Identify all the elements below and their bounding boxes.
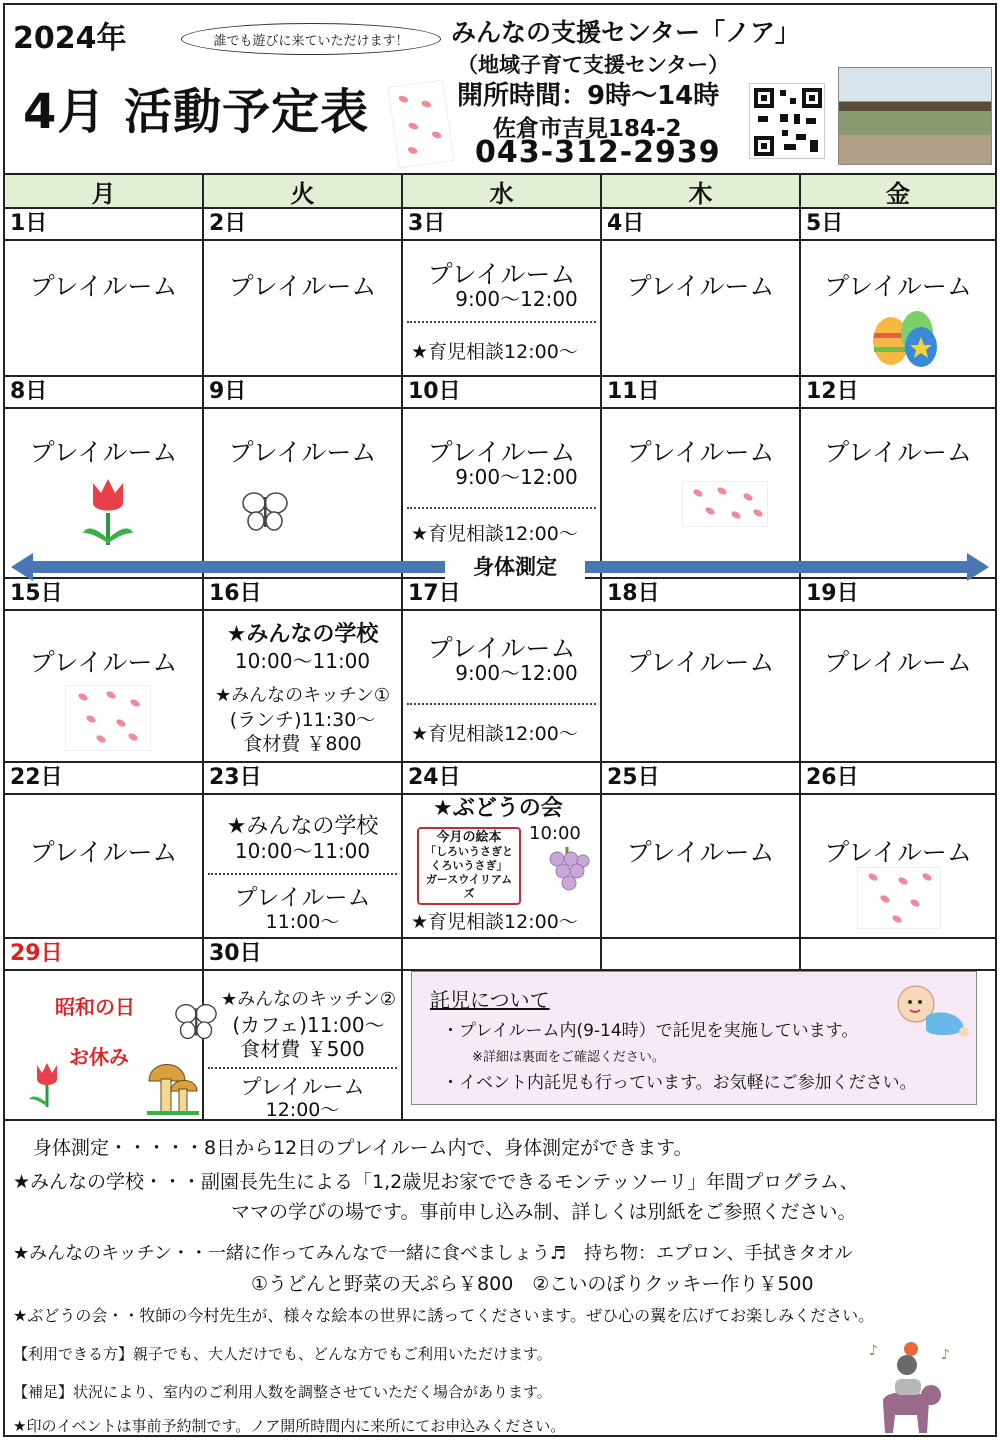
weekday-wed: 水 — [403, 175, 602, 209]
takuji-line-1: ・プレイルーム内(9-14時）で託児を実施しています。 — [442, 1021, 859, 1041]
divider — [407, 507, 596, 509]
book-author-2: ズ — [463, 887, 475, 900]
playroom-time: 9:00〜12:00 — [455, 661, 578, 685]
petals-icon — [682, 481, 768, 527]
playroom: プレイルーム — [240, 1075, 365, 1099]
school-time: 10:00〜11:00 — [234, 839, 371, 863]
cell-19 — [801, 611, 995, 763]
book-icon — [417, 827, 521, 905]
measurement-label: 身体測定 — [445, 551, 585, 581]
kitchen1-fee: 食材費 ￥800 — [243, 733, 362, 755]
playroom: プレイルーム — [427, 634, 576, 663]
kitchen2-fee: 食材費 ￥500 — [240, 1037, 365, 1061]
date-9: 9日 — [204, 377, 403, 409]
date-5: 5日 — [801, 209, 995, 241]
playroom-time: 9:00〜12:00 — [455, 465, 578, 489]
date-empty — [801, 939, 995, 971]
cell-8 — [5, 409, 204, 579]
note-kitchen-1: ★みんなのキッチン・・一緒に作ってみんなで一緒に食べましょう♬ 持ち物：エプロン、手拭きタオル — [13, 1243, 853, 1264]
date-24: 24日 — [403, 763, 602, 795]
cell-12 — [801, 409, 995, 579]
qr-code-icon — [749, 83, 825, 159]
playroom: プレイルーム — [29, 648, 178, 677]
playroom: プレイルーム — [29, 438, 178, 467]
cell-9 — [204, 409, 403, 579]
playroom: プレイルーム — [29, 272, 178, 301]
weekday-tue: 火 — [204, 175, 403, 209]
building-photo — [838, 67, 992, 165]
date-empty — [403, 939, 602, 971]
cell-18 — [602, 611, 801, 763]
animals-icon — [865, 1335, 955, 1439]
playroom: プレイルーム — [626, 838, 775, 867]
cell-23 — [204, 795, 403, 939]
kitchen1-time: (ランチ)11:30〜 — [229, 709, 376, 731]
kitchen2-time: (カフェ)11:00〜 — [232, 1013, 385, 1037]
mushroom-icon — [145, 1053, 201, 1119]
note-measurement: 身体測定・・・・・8日から12日のプレイルーム内で、身体測定ができます。 — [33, 1137, 693, 1159]
book-title-2: くろいうさぎ」 — [430, 859, 508, 872]
note-budou: ★ぶどうの会・・牧師の今村先生が、様々な絵本の世界に誘ってくださいます。ぜひ心の翼を広げてお楽しみください。 — [13, 1306, 875, 1325]
easter-eggs-icon — [867, 303, 943, 369]
divider — [407, 703, 596, 705]
date-29: 29日 — [5, 939, 204, 971]
book-title-1: 「しろいうさぎと — [425, 845, 513, 858]
cell-2 — [204, 241, 403, 377]
playroom: プレイルーム — [824, 272, 972, 301]
kitchen2-event: ★みんなのキッチン② — [220, 989, 396, 1010]
cell-15 — [5, 611, 204, 763]
org-name: みんなの支援センター「ノア」 — [451, 18, 801, 47]
note-kitchen-2: ①うどんと野菜の天ぷら￥800 ②こいのぼりクッキー作り￥500 — [251, 1273, 814, 1295]
playroom: プレイルーム — [626, 648, 775, 677]
petals-icon — [857, 867, 941, 929]
takuji-box — [411, 971, 977, 1105]
playroom: プレイルーム — [427, 438, 576, 467]
butterfly-icon — [173, 1001, 219, 1043]
date-empty — [602, 939, 801, 971]
cell-16 — [204, 611, 403, 763]
note-reservation: ★印のイベントは事前予約制です。ノア開所時間内に来所にてお申込みください。 — [13, 1417, 566, 1435]
playroom: プレイルーム — [626, 272, 775, 301]
date-11: 11日 — [602, 377, 801, 409]
svg-text:♪: ♪ — [869, 1343, 878, 1359]
petals-icon — [65, 685, 151, 751]
playroom: プレイルーム — [234, 885, 371, 911]
date-3: 3日 — [403, 209, 602, 241]
playroom: プレイルーム — [228, 272, 377, 301]
cell-17 — [403, 611, 602, 763]
divider — [407, 321, 596, 323]
phone: 043-312-2939 — [475, 135, 721, 170]
date-23: 23日 — [204, 763, 403, 795]
ikuji-consult: ★育児相談12:00〜 — [411, 341, 578, 363]
weekday-mon: 月 — [5, 175, 204, 209]
weekday-fri: 金 — [801, 175, 995, 209]
address: 佐倉市吉見184-2 — [493, 116, 682, 142]
school-event: ★みんなの学校 — [226, 814, 379, 839]
date-12: 12日 — [801, 377, 995, 409]
svg-text:♪: ♪ — [941, 1347, 950, 1363]
date-8: 8日 — [5, 377, 204, 409]
book-label: 今月の絵本 — [436, 830, 502, 845]
grapes-icon — [543, 845, 591, 897]
date-17: 17日 — [403, 579, 602, 611]
cell-4 — [602, 241, 801, 377]
playroom-time: 11:00〜 — [265, 911, 340, 933]
ikuji-consult: ★育児相談12:00〜 — [411, 523, 578, 545]
cell-11 — [602, 409, 801, 579]
budou-time: 10:00 — [529, 823, 581, 844]
date-4: 4日 — [602, 209, 801, 241]
note-supplement: 【補足】状況により、室内のご利用人数を調整させていただく場合があります。 — [13, 1383, 552, 1401]
takuji-line-3: ・イベント内託児も行っています。お気軽にご参加ください。 — [442, 1073, 917, 1093]
note-users: 【利用できる方】親子でも、大人だけでも、どんな方でもご利用いただけます。 — [13, 1345, 552, 1363]
note-school-1: ★みんなの学校・・・副園長先生による「1,2歳児お家でできるモンテッソーリ」年間プログラム、 — [13, 1171, 859, 1193]
budou-event: ★ぶどうの会 — [433, 796, 563, 821]
year: 2024年 — [13, 21, 127, 56]
playroom: プレイルーム — [824, 648, 972, 677]
takuji-title: 託児について — [430, 988, 550, 1012]
org-sub: （地域子育て支援センター） — [457, 53, 730, 77]
ikuji-consult: ★育児相談12:00〜 — [411, 723, 578, 745]
date-2: 2日 — [204, 209, 403, 241]
school-event: ★みんなの学校 — [226, 622, 379, 647]
playroom: プレイルーム — [228, 438, 377, 467]
playroom: プレイルーム — [626, 438, 775, 467]
opening-hours: 開所時間：9時〜14時 — [457, 81, 720, 111]
playroom: プレイルーム — [824, 438, 972, 467]
welcome-bubble: 誰でも遊びに来ていただけます！ — [181, 23, 441, 55]
date-18: 18日 — [602, 579, 801, 611]
note-school-2: ママの学びの場です。事前申し込み制、詳しくは別紙をご参照ください。 — [231, 1201, 857, 1223]
measurement-arrow-left — [27, 561, 445, 573]
date-30: 30日 — [204, 939, 403, 971]
cell-29 — [5, 971, 204, 1121]
cell-26 — [801, 795, 995, 939]
butterfly-icon — [240, 489, 290, 535]
cell-5 — [801, 241, 995, 377]
header — [5, 5, 995, 175]
cell-22 — [5, 795, 204, 939]
school-time: 10:00〜11:00 — [234, 649, 371, 673]
cell-1 — [5, 241, 204, 377]
divider — [208, 873, 397, 875]
date-15: 15日 — [5, 579, 204, 611]
petals-icon — [388, 80, 455, 169]
cell-30 — [204, 971, 403, 1121]
ikuji-consult: ★育児相談12:00〜 — [411, 911, 578, 933]
playroom: プレイルーム — [824, 838, 972, 867]
date-19: 19日 — [801, 579, 995, 611]
playroom-time: 12:00〜 — [265, 1099, 340, 1121]
date-26: 26日 — [801, 763, 995, 795]
arrow-left-icon — [11, 553, 33, 581]
closed-label: お休み — [69, 1045, 129, 1069]
tulip-icon — [79, 473, 137, 547]
date-16: 16日 — [204, 579, 403, 611]
book-author-1: ガースウイリアム — [425, 873, 513, 886]
cell-24 — [403, 795, 602, 939]
cell-25 — [602, 795, 801, 939]
calendar-frame — [3, 3, 997, 1437]
arrow-right-icon — [967, 553, 989, 581]
date-1: 1日 — [5, 209, 204, 241]
cell-3 — [403, 241, 602, 377]
date-10: 10日 — [403, 377, 602, 409]
measurement-arrow-right — [585, 561, 973, 573]
date-25: 25日 — [602, 763, 801, 795]
baby-icon — [890, 980, 970, 1042]
playroom: プレイルーム — [29, 838, 178, 867]
divider — [208, 1067, 397, 1069]
tulip-icon — [25, 1059, 69, 1109]
holiday-name: 昭和の日 — [55, 995, 135, 1019]
kitchen1-event: ★みんなのキッチン① — [214, 685, 390, 706]
playroom-time: 9:00〜12:00 — [455, 287, 578, 311]
weekday-thu: 木 — [602, 175, 801, 209]
date-22: 22日 — [5, 763, 204, 795]
takuji-line-2: ※詳細は裏面をご確認ください。 — [472, 1050, 665, 1065]
playroom: プレイルーム — [427, 260, 576, 289]
page-title: 4月 活動予定表 — [23, 84, 370, 140]
